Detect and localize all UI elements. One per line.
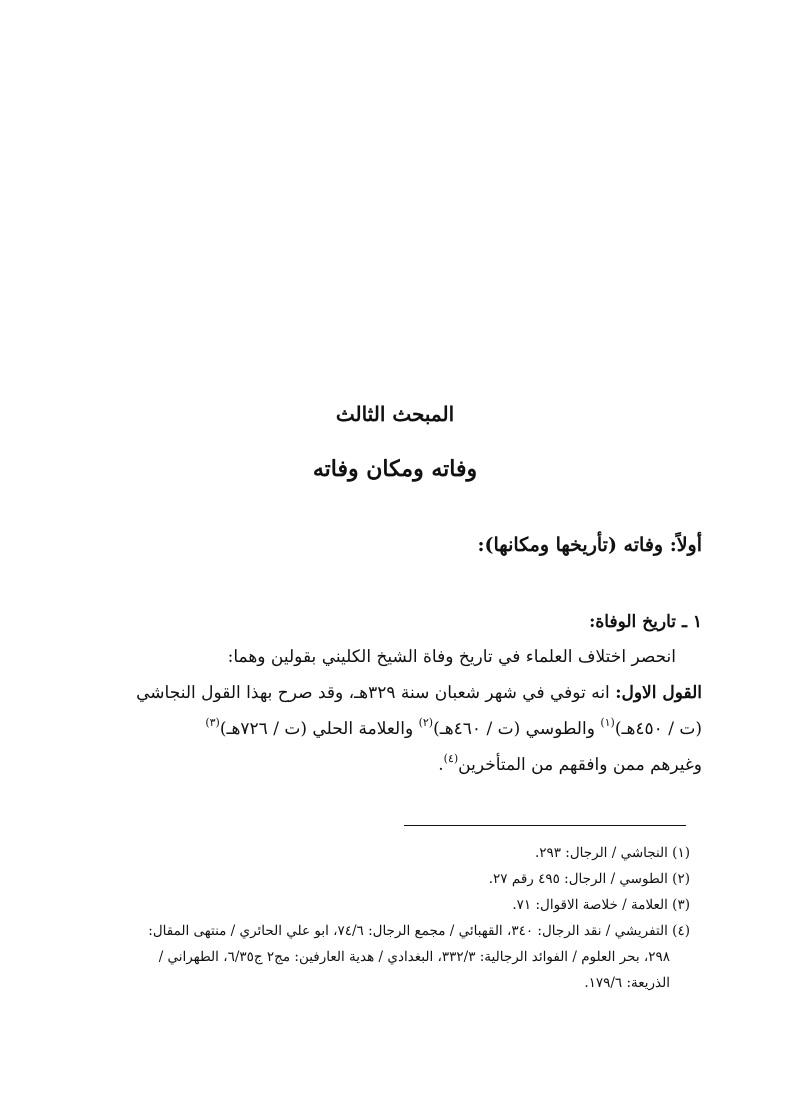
footnote-1: (١) النجاشي / الرجال: ٢٩٣. — [534, 845, 690, 861]
footnote-ref-3[interactable]: (٣) — [205, 716, 220, 729]
first-view-label: القول الاول: — [615, 683, 702, 703]
body-line-3 — [88, 750, 702, 780]
body-line-2-part-b: والطوسي (ت / ٤٦٠هـ) — [433, 719, 595, 739]
body-line-3-text: وغيرهم ممن وافقهم من المتأخرين — [458, 755, 702, 775]
footnote-4-line-2: ٢٩٨، بحر العلوم / الفوائد الرجالية: ٣٣٢/٣، البغدادي / هدية العارفين: مج٢ ج٦/٣٥، الطهراني / — [158, 949, 670, 965]
footnote-ref-2[interactable]: (٢) — [418, 716, 434, 729]
chapter-title: المبحث الثالث — [335, 402, 455, 426]
footnote-separator — [404, 825, 686, 826]
body-line-2 — [88, 714, 702, 744]
body-intro-line: انحصر اختلاف العلماء في تاريخ وفاة الشيخ الكليني بقولين وهما: — [227, 647, 676, 667]
footnote-2: (٢) الطوسي / الرجال: ٤٩٥ رقم ٢٧. — [488, 871, 690, 887]
footnote-ref-4[interactable]: (٤) — [443, 752, 459, 765]
body-line-1-text: انه توفي في شهر شعبان سنة ٣٢٩هـ، وقد صرح بهذا القول النجاشي — [136, 683, 610, 703]
footnote-4-line-3: الذريعة: ١٧٩/٦. — [584, 975, 670, 991]
item-heading: ١ ـ تاريخ الوفاة: — [589, 612, 702, 632]
body-line-1 — [88, 678, 702, 708]
footnote-4-line-1: (٤) التفريشي / نقد الرجال: ٣٤٠، القهبائي / مجمع الرجال: ٧٤/٦، ابو علي الحائري / منتهى المقال: — [148, 923, 690, 939]
section-heading: أولاً: وفاته (تأريخها ومكانها): — [477, 534, 702, 556]
footnote-ref-1[interactable]: (١) — [600, 716, 615, 729]
footnote-3: (٣) العلامة / خلاصة الاقوال: ٧١. — [512, 897, 690, 913]
body-line-3-end: . — [438, 755, 444, 775]
chapter-subtitle: وفاته ومكان وفاته — [312, 456, 478, 482]
body-line-2-part-a: (ت / ٤٥٠هـ) — [614, 719, 702, 739]
body-line-2-part-c: والعلامة الحلي (ت / ٧٢٦هـ) — [219, 719, 414, 739]
